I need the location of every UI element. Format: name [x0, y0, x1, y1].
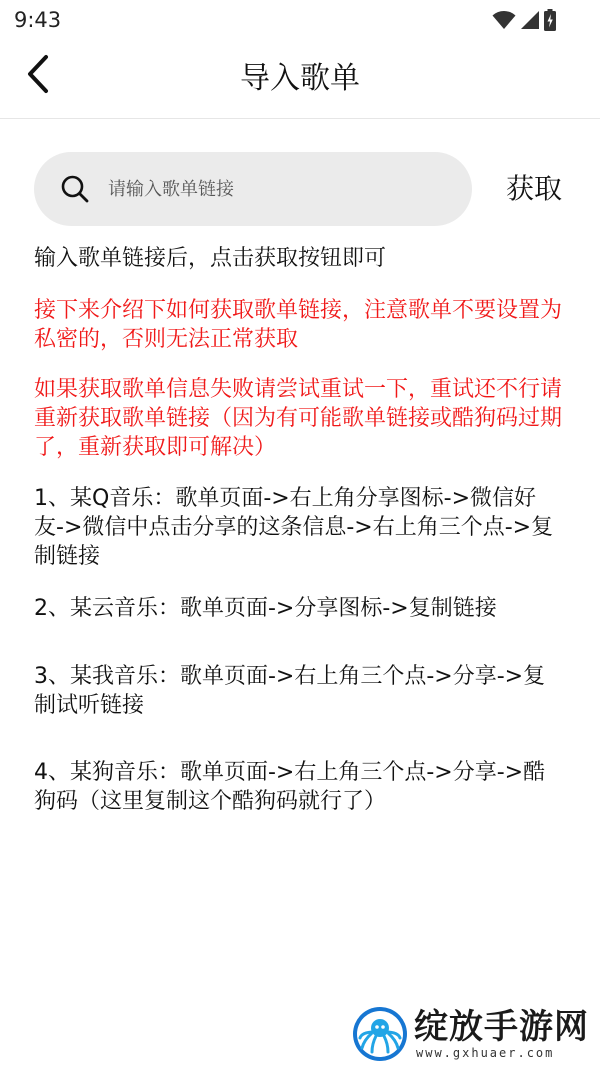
step-kugou-music: 4、某狗音乐：歌单页面->右上角三个点->分享->酷狗码（这里复制这个酷狗码就行了）	[34, 760, 546, 814]
step-qq-music: 1、某Q音乐：歌单页面->右上角分享图标->微信好友->微信中点击分享的这条信息->右上角三个点->复制链接	[34, 486, 554, 569]
fetch-button[interactable]: 获取	[506, 172, 563, 205]
search-icon	[60, 174, 90, 204]
watermark-brand: 绽放手游网	[414, 1007, 589, 1047]
octopus-logo-icon	[352, 1006, 408, 1062]
watermark-url: www.gxhuaer.com	[416, 1046, 555, 1060]
search-box[interactable]	[34, 152, 472, 226]
step-kuwo-music: 3、某我音乐：歌单页面->右上角三个点->分享->复制试听链接	[34, 664, 546, 718]
search-input[interactable]	[108, 172, 448, 206]
intro-text: 输入歌单链接后，点击获取按钮即可	[34, 246, 387, 271]
header-bar	[0, 40, 600, 119]
step-netease-music: 2、某云音乐：歌单页面->分享图标->复制链接	[34, 596, 497, 621]
watermark	[352, 1006, 600, 1066]
wifi-icon	[492, 10, 516, 30]
notice-private: 接下来介绍下如何获取歌单链接，注意歌单不要设置为私密的，否则无法正常获取	[34, 298, 563, 352]
battery-icon	[544, 9, 556, 31]
status-time: 9:43	[14, 8, 62, 32]
page-title: 导入歌单	[240, 61, 360, 96]
status-bar	[0, 0, 600, 40]
notice-retry: 如果获取歌单信息失败请尝试重试一下，重试还不行请重新获取歌单链接（因为有可能歌单链接或酷狗码过期了，重新获取即可解决）	[34, 377, 563, 460]
signal-icon	[520, 10, 540, 30]
status-icons	[492, 8, 556, 32]
